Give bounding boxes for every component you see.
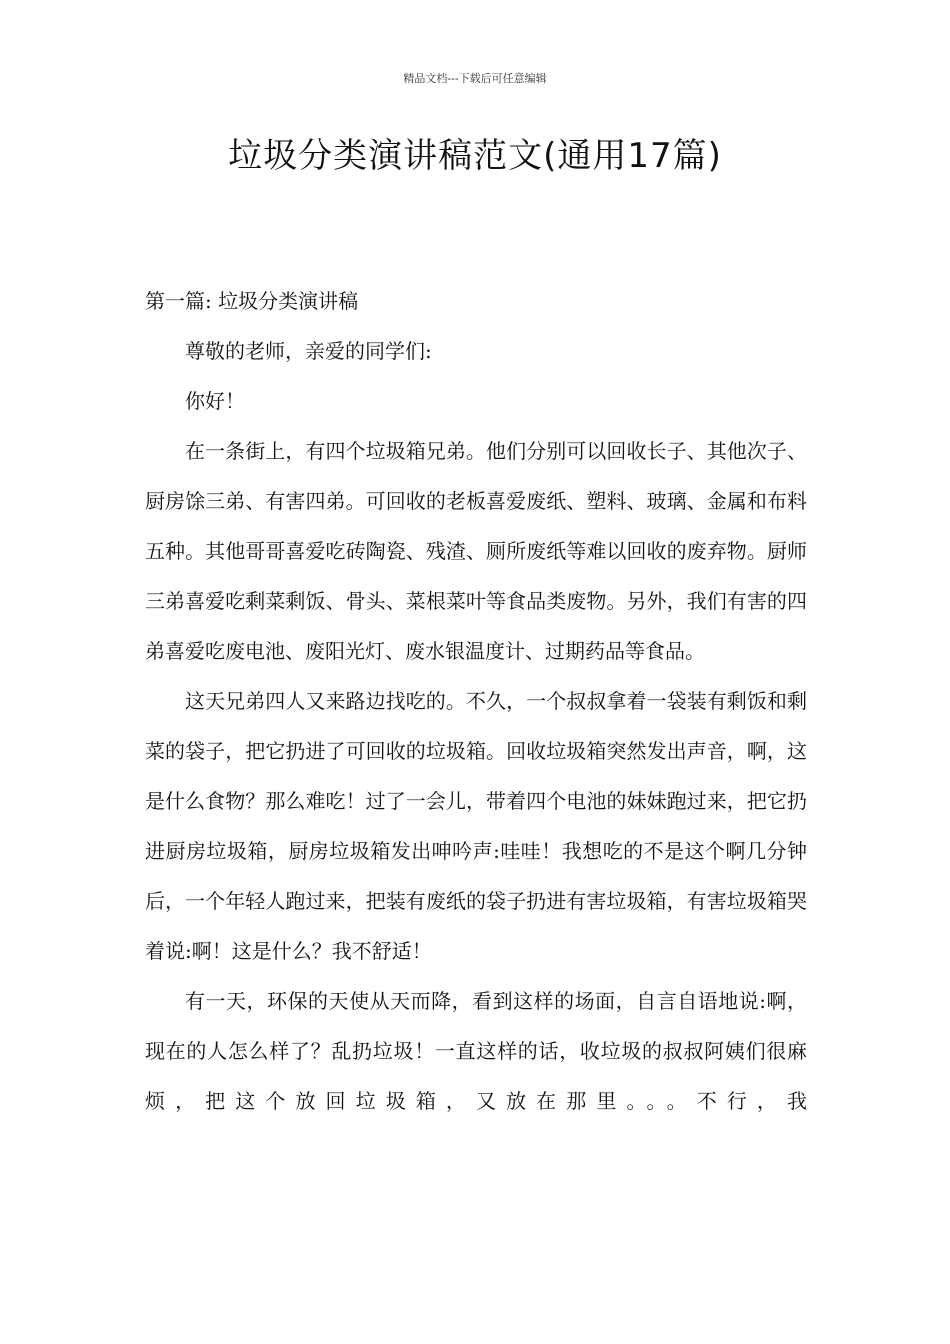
section-heading: 第一篇: 垃圾分类演讲稿 bbox=[145, 289, 359, 313]
paragraph-angel: 有一天，环保的天使从天而降，看到这样的场面，自言自语地说:啊，现在的人怎么样了？乱扔垃圾！一直这样的话，收垃圾的叔叔阿姨们很麻烦，把这个放回垃圾箱，又放在那里。。。不行，我 bbox=[145, 989, 807, 1113]
paragraph-greeting: 你好！ bbox=[185, 389, 245, 413]
header-note: 精品文档---下载后可任意编辑 bbox=[403, 72, 547, 85]
paragraph-bins-intro: 在一条街上，有四个垃圾箱兄弟。他们分别可以回收长子、其他次子、厨房馀三弟、有害四弟。可回收的老板喜爱废纸、塑料、玻璃、金属和布料五种。其他哥哥喜爱吃砖陶瓷、残渣、厕所废纸等难以回收的废弃物。厨师三弟喜爱吃剩菜剩饭、骨头、菜根菜叶等食品类废物。另外，我们有害的四弟喜爱吃废电池、废阳光灯、废水银温度计、过期药品等食品。 bbox=[145, 439, 807, 663]
paragraph-salutation: 尊敬的老师，亲爱的同学们: bbox=[185, 339, 432, 363]
paragraph-bins-story: 这天兄弟四人又来路边找吃的。不久，一个叔叔拿着一袋装有剩饭和剩菜的袋子，把它扔进了可回收的垃圾箱。回收垃圾箱突然发出声音，啊，这是什么食物？那么难吃！过了一会儿，带着四个电池的妹妹跑过来，把它扔进厨房垃圾箱，厨房垃圾箱发出呻吟声:哇哇！我想吃的不是这个啊几分钟后，一个年轻人跑过来，把装有废纸的袋子扔进有害垃圾箱，有害垃圾箱哭着说:啊！这是什么？我不舒适！ bbox=[145, 689, 807, 963]
document-title: 垃圾分类演讲稿范文(通用17篇) bbox=[228, 136, 722, 176]
document-body bbox=[145, 276, 807, 1126]
